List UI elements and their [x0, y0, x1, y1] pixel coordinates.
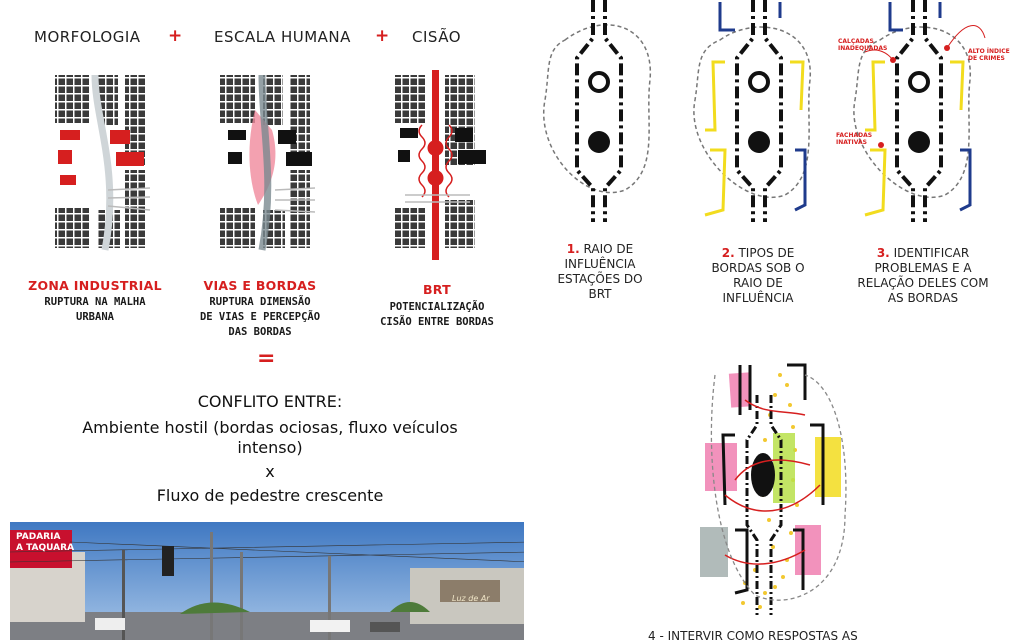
- step-line: BORDAS SOB O: [711, 261, 805, 275]
- street-photo: [10, 522, 524, 640]
- caption-line: POTENCIALIZAÇÃO: [389, 301, 485, 313]
- annotation-calcadas: [838, 38, 887, 52]
- caption-line: DE VIAS E PERCEPÇÃO: [199, 311, 321, 323]
- step-number: 3.: [876, 246, 890, 260]
- annotation-line: INADEQUADAS: [838, 45, 888, 52]
- panel3-caption: [362, 300, 512, 330]
- step-line: RAIO DE: [583, 242, 634, 256]
- step-line: ESTAÇÕES DO: [557, 272, 643, 286]
- step-line: RELAÇÃO DELES COM: [857, 276, 989, 290]
- photo-sign: [16, 532, 74, 554]
- conflict-x: x: [265, 462, 275, 481]
- step-number: 1.: [566, 242, 580, 256]
- intervention-diagram: [695, 355, 855, 620]
- conflict-line: Fluxo de pedestre crescente: [156, 486, 384, 505]
- plus-sign: +: [168, 26, 183, 46]
- panel3-title: BRT: [422, 282, 452, 297]
- cisao-diagram: [395, 70, 486, 260]
- plus-sign: +: [375, 26, 390, 46]
- conflict-block: [40, 392, 500, 506]
- photo-shop-sign: Luz de Ar: [452, 594, 490, 603]
- panel2-caption: [185, 295, 335, 340]
- step1-caption: [530, 242, 670, 302]
- panel1-caption: [20, 295, 170, 325]
- step-line: IDENTIFICAR: [893, 246, 970, 260]
- annotation-line: DE CRIMES: [968, 55, 1005, 62]
- step-line: BRT: [588, 287, 612, 301]
- morfologia-diagram: [55, 75, 150, 250]
- photo-sign-line: PADARIA: [16, 532, 61, 542]
- station-diagram-2: [694, 0, 810, 222]
- escala-humana-diagram: [220, 75, 315, 250]
- step-line: TIPOS DE: [738, 246, 795, 260]
- caption-line: RUPTURA NA MALHA: [44, 296, 146, 308]
- header-escala-humana: ESCALA HUMANA: [214, 28, 351, 46]
- annotation-line: ALTO ÍNDICE: [968, 48, 1010, 55]
- caption-line: CISÃO ENTRE BORDAS: [380, 316, 494, 328]
- header-morfologia: MORFOLOGIA: [34, 28, 141, 46]
- step-line: INFLUÊNCIA: [564, 257, 636, 271]
- equals-sign: =: [257, 346, 276, 371]
- caption-line: RUPTURA DIMENSÃO: [209, 296, 311, 308]
- panel1-title: ZONA INDUSTRIAL: [28, 278, 162, 293]
- concept-diagrams: [50, 70, 520, 260]
- annotation-line: INATIVAS: [836, 139, 867, 146]
- header-cisao: CISÃO: [412, 28, 462, 46]
- caption-line: URBANA: [76, 311, 114, 323]
- conflict-line: Ambiente hostil (bordas ociosas, fluxo veículos: [82, 418, 458, 437]
- station-diagram-1: [544, 0, 651, 222]
- step4-caption: 4 - INTERVIR COMO RESPOSTAS AS: [648, 629, 858, 643]
- annotation-line: CALÇADAS: [838, 38, 874, 45]
- step-line: INFLUÊNCIA: [722, 291, 794, 305]
- station-diagram-3: [854, 0, 985, 222]
- step-line: RAIO DE: [733, 276, 783, 290]
- station-diagrams: [525, 0, 1024, 230]
- annotation-fachadas: [836, 132, 872, 146]
- conflict-heading: CONFLITO ENTRE:: [197, 392, 343, 411]
- annotation-line: FACHADAS: [836, 132, 873, 139]
- step-number: 2.: [721, 246, 735, 260]
- step-line: PROBLEMAS E A: [874, 261, 972, 275]
- annotation-alto-indice: [968, 48, 1010, 62]
- caption-line: DAS BORDAS: [228, 326, 292, 338]
- panel2-title: VIAS E BORDAS: [203, 278, 317, 293]
- conflict-line: intenso): [237, 438, 303, 457]
- step2-caption: [688, 246, 828, 306]
- step3-caption: [848, 246, 998, 306]
- step-line: AS BORDAS: [887, 291, 959, 305]
- photo-sign-line: A TAQUARA: [16, 543, 75, 553]
